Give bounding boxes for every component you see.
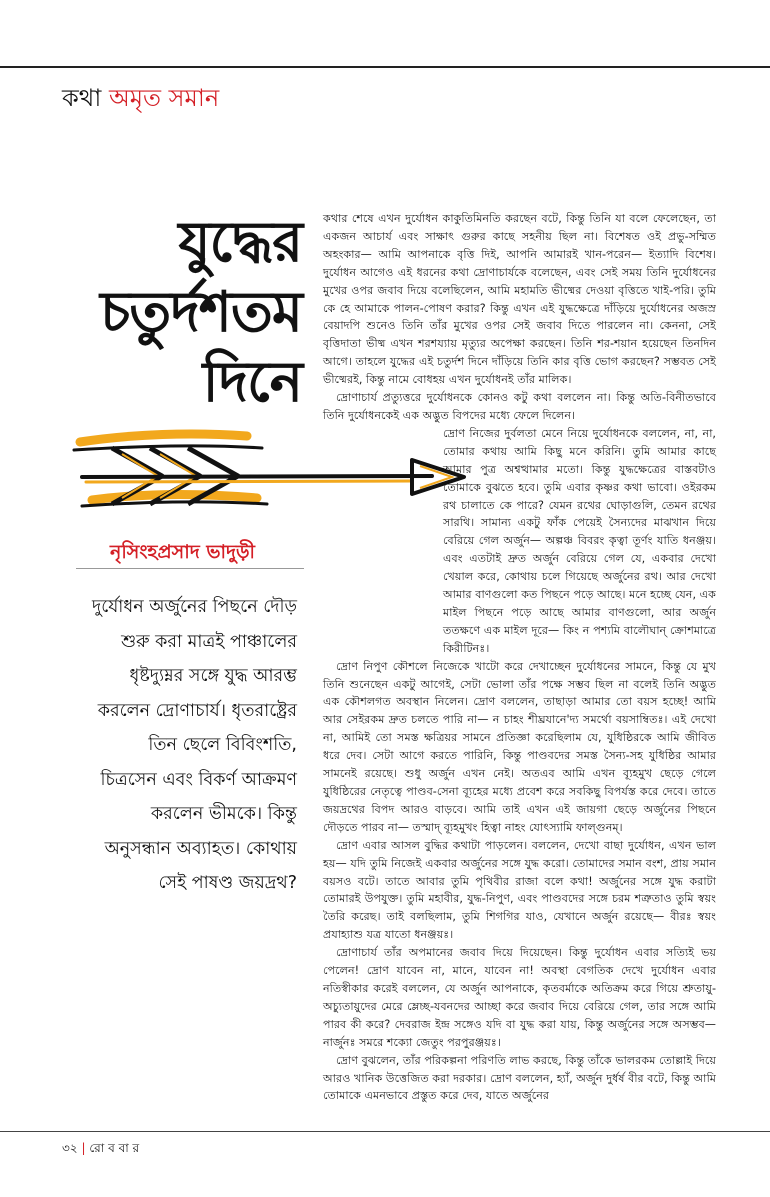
page-footer	[62, 1140, 139, 1160]
headline	[100, 208, 302, 418]
headline-line-1: যুদ্ধের	[178, 210, 302, 275]
paragraph-2: দ্রোণাচার্য প্রত্যুত্তরে দুর্যোধনকে কোনও কটু কথা বললেন না। কিন্তু অতি-বিনীতভাবে তিনি দুর্যোধনকেই এক অদ্ভুত বিপদের মধ্যে ফেলে দিলেন।	[323, 391, 716, 422]
paragraph-7: দ্রোণ বুঝলেন, তাঁর পরিকল্পনা পরিণতি লাভ করছে, কিন্তু তাঁকে ভালরকম তোল্লাই দিয়ে আরও খানিক উত্তেজিত করা দরকার। দ্রোণ বললেন, হ্যাঁ, অর্জুন দুর্ধর্ষ বীর বটে, কিন্তু আমি তোমাকে এমনভাবে প্রস্তুত করে দেব, যাতে অর্জুনের	[323, 1053, 716, 1103]
footer-rule	[0, 1131, 770, 1132]
intro-pullquote: দুর্যোধন অর্জুনের পিছনে দৌড় শুরু করা মাত্রই পাঞ্চালের ধৃষ্টদ্যুম্নর সঙ্গে যুদ্ধ আরম্ভ করলেন দ্রোণাচার্য। ধৃতরাষ্ট্রের তিন ছেলে বিবিংশতি, চিত্রসেন এবং বিকর্ণ আক্রমণ করলেন ভীমকে। কিন্তু অনুসন্ধান অব্যাহত। কোথায় সেই পাষণ্ড জয়দ্রথ?	[92, 597, 298, 893]
section-title-word2: অমৃত সমান	[108, 84, 220, 112]
paragraph-4: দ্রোণ নিপুণ কৌশলে নিজেকে খাটো করে দেখাচ্ছেন দুর্যোধনের সামনে, কিন্তু যে মুখ তিনি শুনেছেন একটু আগেই, সেটা ভোলা তাঁর পক্ষে সম্ভব ছিল না বলেই তিনি অদ্ভুত এক কৌশলগত অবস্থান নিলেন। দ্রোণ বললেন, তাছাড়া আমার তো বয়স হচ্ছে! আমি আর সেইরকম দ্রুত চলতে পারি না— ন চাহং শীঘ্রযানে'দ্য সমর্থো বয়সাম্বিতঃ। এই দেখো না, আমিই তো সমস্ত ক্ষত্রিয়র সামনে প্রতিজ্ঞা করেছিলাম যে, যুধিষ্ঠিরকে আমি জীবিত ধরে দেব। সেটা আগে করতে পারিনি, কিন্তু পাণ্ডবদের সমস্ত সৈন্য-সহ যুধিষ্ঠির আমার সামনেই রয়েছে। শুধু অর্জুন এখন নেই। অতএব আমি এখন ব্যূহমুখ ছেড়ে গেলে যুধিষ্ঠিরের নেতৃত্বে পাণ্ডব-সেনা ব্যূহের মধ্যে প্রবেশ করে সবকিছু বিপর্যস্ত করে দেবে। তাতে জয়দ্রথের বিপদ আরও বাড়বে। আমি তাই এখন এই জায়গা ছেড়ে অর্জুনের পিছনে দৌড়তে পারব না— তস্মাদ্ ব্যূহমুখং হিত্বা নাহং যোৎস্যামি ফাল্গুনম্।	[323, 659, 716, 834]
footer-separator: |	[81, 1141, 86, 1155]
page-number: ৩২	[62, 1141, 78, 1155]
section-title	[62, 82, 219, 114]
paragraph-1: কথার শেষে এখন দুর্যোধন কাকুতিমিনতি করছেন বটে, কিন্তু তিনি যা বলে ফেলেছেন, তা একজন আচার্য এবং সাক্ষাৎ গুরুর কাছে সহনীয় ছিল না। বিশেষত ওই প্রভু-সম্মিত অহংকার— আমি আপনাকে বৃত্তি দিই, আপনি আমারই খান-পরেন— ইত্যাদি বিশেষ। দুর্যোধন আগেও এই ধরনের কথা দ্রোণাচার্যকে বলেছেন, এবং সেই সময় তিনি দুর্যোধনের মুখের ওপর জবাব দিয়ে বলেছিলেন, আমি মহামতি ভীষ্মের দেওয়া বৃত্তিতে খাই-পরি। তুমি কে হে আমাকে পালন-পোষণ করার? কিন্তু এখন এই যুদ্ধক্ষেত্রে দাঁড়িয়ে দুর্যোধনের অজস্র বেয়াদপি শুনেও তিনি তাঁর মুখের ওপর সেই জবাব দিতে পারলেন না। কেননা, সেই বৃত্তিদাতা ভীষ্ম এখন শরশয্যায় মৃত্যুর অপেক্ষা করছেন। তিনি শর-শয়ান হয়েছেন তিনদিন আগে। তাহলে যুদ্ধের এই চতুর্দশ দিনে দাঁড়িয়ে তিনি কার বৃত্তি ভোগ করছেন? সম্ভবত সেই ভীষ্মেরই, কিন্তু নামে বোধহয় এখন দুর্যোধনই তাঁর মালিক।	[323, 212, 716, 387]
paragraph-6: দ্রোণাচার্য তাঁর অপমানের জবাব দিয়ে দিয়েছেন। কিন্তু দুর্যোধন এবার সত্যিই ভয় পেলেন! দ্রোণ যাবেন না, মানে, যাবেন না! অবস্থা বেগতিক দেখে দুর্যোধন এবার নতিস্বীকার করেই বললেন, যে অর্জুন আপনাকে, কৃতবর্মাকে অতিক্রম করে গিয়ে শ্রুতায়ু-অচ্যুতায়ুদের মেরে ম্লেচ্ছ-যবনদের আচ্ছা করে জবাব দিয়ে বেরিয়ে গেল, তার সঙ্গে আমি পারব কী করে? দেবরাজ ইন্দ্র সঙ্গেও যদি বা যুদ্ধ করা যায়, কিন্তু অর্জুনের সঙ্গে অসম্ভব— নার্জুনঃ সমরে শক্যো জেতুং পরপুরঞ্জয়ঃ।	[323, 946, 716, 1049]
top-rule	[0, 66, 770, 68]
paragraph-5: দ্রোণ এবার আসল বুদ্ধির কথাটা পাড়লেন। বললেন, দেখো বাছা দুর্যোধন, এখন ভাল হয়— যদি তুমি নিজেই একবার অর্জুনের সঙ্গে যুদ্ধ করো। তোমাদের সমান বংশ, প্রায় সমান বয়সও বটে। তাতে আবার তুমি পৃথিবীর রাজা বলে কথা! অর্জুনের সঙ্গে যুদ্ধ করাটা তোমারই উপযুক্ত। তুমি মহাবীর, যুদ্ধ-নিপুণ, এবং পাণ্ডবদের সঙ্গে চরম শত্রুতাও তুমি স্বয়ং তৈরি করেছ। তাই বলছিলাম, তুমি শিগগির যাও, যেখানে অর্জুন রয়েছে— বীরঃ স্বয়ং প্রযাহ্যাশু যত্র যাতো ধনঞ্জয়ঃ।	[323, 838, 716, 942]
author-name: নৃসিংহপ্রসাদ ভাদুড়ী	[110, 541, 255, 563]
author-divider	[76, 568, 304, 569]
article-body	[323, 210, 716, 1105]
magazine-name: রো ব বা র	[89, 1141, 140, 1155]
headline-line-2: চতুর্দশতম	[100, 280, 302, 345]
paragraph-3: দ্রোণ নিজের দুর্বলতা মেনে নিয়ে দুর্যোধনকে বললেন, না, না, তোমার কথায় আমি কিছু মনে করিনি। তুমি আমার কাছে আমার পুত্র অশ্বত্থামার মতো। কিন্তু যুদ্ধক্ষেত্রের বাস্তবটাও তোমাকে বুঝতে হবে। তুমি এবার কৃষ্ণর কথা ভাবো। ওইরকম রথ চালাতে কে পারে? যেমন রথের ঘোড়াগুলি, তেমন রথের সারথি। সামান্য একটু ফাঁক পেয়েই সৈন্যদের মাঝখান দিয়ে বেরিয়ে গেল অর্জুন— অল্পঞ্চ বিবরং কৃত্বা তূর্ণং যাতি ধনঞ্জয়। এবং এতটাই দ্রুত অর্জুন বেরিয়ে গেল যে, একবার দেখো খেয়াল করে, কোথায় চলে গিয়েছে অর্জুনের রথ। আর দেখো আমার বাণগুলো কত পিছনে পড়ে আছে। মনে হচ্ছে যেন, এক মাইল পিছনে পড়ে আছে আমার বাণগুলো, আর অর্জুন ততক্ষণে এক মাইল দূরে— কিং ন পশ্যমি বালৌঘান্ ক্রোশমাত্রে কিরীটিনঃ।	[443, 426, 716, 655]
section-title-word1: কথা	[62, 84, 102, 112]
headline-line-3: দিনে	[202, 350, 302, 415]
